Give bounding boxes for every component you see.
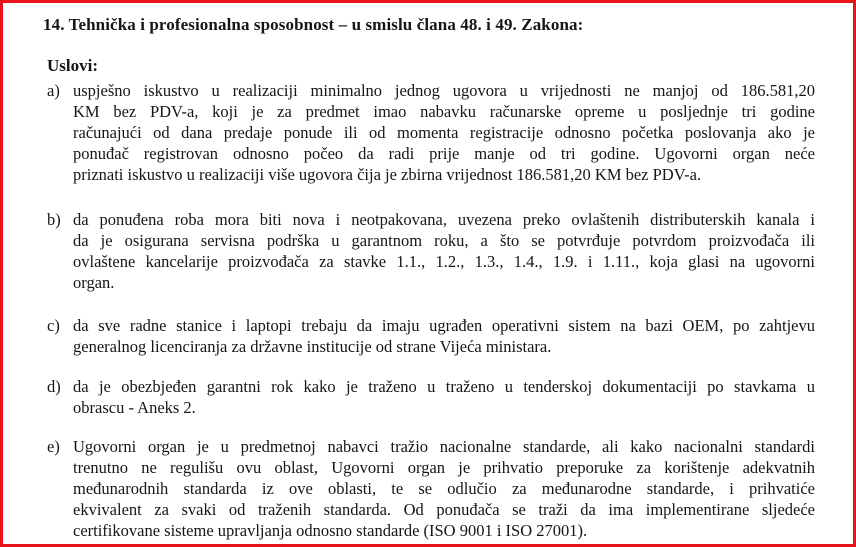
item-line: priznati iskustvo u realizaciji više ugovora čija je zbirna vrijednost 186.581,20 KM bez PDV-a. [73,165,702,184]
item-line: da ponuđena roba mora biti nova i neotpakovana, uvezena preko ovlaštenih distributerskih kanala i [73,210,815,229]
item-line: da je obezbjeđen garantni rok kako je traženo u traženo u tenderskoj dokumentaciji po stavkama u [73,377,815,396]
item-line: da je osigurana servisna podrška u garantnom roku, a što se potvrđuje potvrdom proizvođača ili [73,231,815,250]
conditions-label: Uslovi: [47,56,98,75]
item-line: certifikovane sisteme upravljanja odnosno standarde (ISO 9001 i ISO 27001). [73,521,588,540]
section-heading: 14. Tehnička i profesionalna sposobnost – u smislu člana 48. i 49. Zakona: [43,15,584,34]
item-line: računajući od dana predaje ponude ili od momenta registracije odnosno početka poslovanja ako je [73,123,815,142]
item-line: generalnog licenciranja za državne institucije od strane Vijeća ministara. [73,337,552,356]
condition-item-e [47,436,815,541]
condition-item-d [47,376,815,418]
item-marker: e) [47,437,60,456]
condition-item-c [47,315,815,357]
condition-item-a [47,80,815,185]
item-line: KM bez PDV-a, koji je za predmet imao nabavku računarske opreme u posljednje tri godine [73,102,815,121]
item-line: ponuđač registrovan odnosno počeo da radi prije manje od tri godine. Ugovorni organ neće [73,144,815,163]
item-marker: a) [47,81,60,100]
item-line: ovlaštene kancelarije proizvođača za stavke 1.1., 1.2., 1.3., 1.4., 1.9. i 1.11., koja glasi na ugovorni [73,252,815,271]
item-line: obrascu - Aneks 2. [73,398,196,417]
item-line: međunarodnih standarda iz ove oblasti, te se odlučio za međunarodne standarde, i prihvatiće [73,479,815,498]
item-line: organ. [73,273,115,292]
item-line: Ugovorni organ je u predmetnoj nabavci tražio nacionalne standarde, ali kako nacionalni standardi [73,437,815,456]
item-marker: d) [47,377,61,396]
condition-item-b [47,209,815,293]
item-line: trenutno ne regulišu ovu oblast, Ugovorni organ je prihvatio preporuke za korištenje adekvatnih [73,458,815,477]
item-line: da sve radne stanice i laptopi trebaju da imaju ugrađen operativni sistem na bazi OEM, po zahtjevu [73,316,815,335]
item-line: uspješno iskustvo u realizaciji minimalno jednog ugovora u vrijednosti ne manjoj od 186.581,20 [73,81,815,100]
item-marker: c) [47,316,60,335]
item-marker: b) [47,210,61,229]
item-line: ekvivalent za svaki od traženih standarda. Od ponuđača se traži da ima implementirane sljedeće [73,500,815,519]
